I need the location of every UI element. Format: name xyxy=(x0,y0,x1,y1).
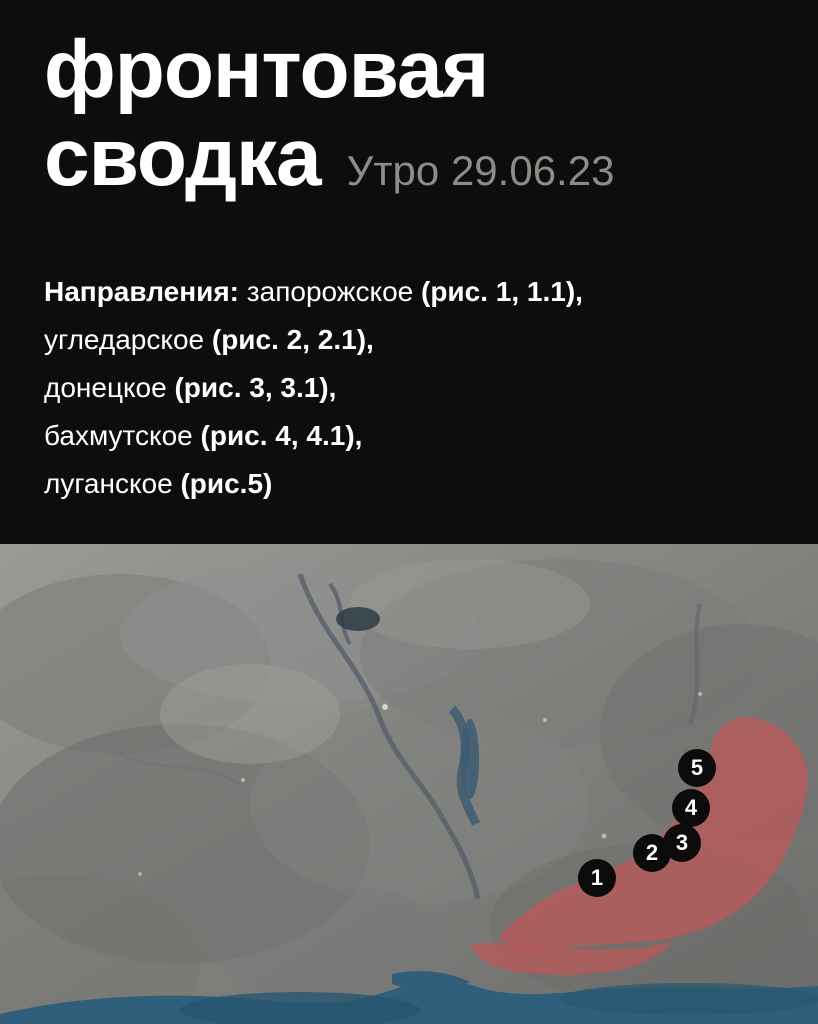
map-marker-1-label: 1 xyxy=(590,865,604,890)
title-line-1: фронтовая xyxy=(44,24,489,115)
direction-refs-4: (рис. 4, 4.1), xyxy=(200,420,363,451)
direction-line-1 xyxy=(44,268,774,316)
map-marker-3[interactable] xyxy=(663,824,701,862)
directions-list xyxy=(44,268,774,508)
direction-line-4 xyxy=(44,412,774,460)
directions-label: Направления: xyxy=(44,276,240,307)
direction-name-4: бахмутское xyxy=(44,420,193,451)
map-marker-3-label: 3 xyxy=(675,830,689,855)
map-marker-4[interactable] xyxy=(672,789,710,827)
map-marker-2-label: 2 xyxy=(645,840,659,865)
map-marker-5-label: 5 xyxy=(690,755,704,780)
subtitle-date: Утро 29.06.23 xyxy=(346,147,615,194)
direction-refs-1: (рис. 1, 1.1), xyxy=(421,276,583,307)
direction-refs-2: (рис. 2, 2.1), xyxy=(211,324,374,355)
direction-line-5 xyxy=(44,460,774,508)
direction-refs-3: (рис. 3, 3.1), xyxy=(174,372,337,403)
direction-name-3: донецкое xyxy=(44,372,167,403)
map-marker-1[interactable] xyxy=(578,859,616,897)
direction-line-2 xyxy=(44,316,774,364)
map-image xyxy=(0,544,818,1024)
title-row xyxy=(44,114,774,202)
map-marker-5[interactable] xyxy=(678,749,716,787)
direction-refs-5: (рис.5) xyxy=(180,468,273,499)
direction-name-5: луганское xyxy=(44,468,173,499)
direction-name-1: запорожское xyxy=(246,276,414,307)
title-line-2: сводка xyxy=(44,112,321,203)
direction-name-2: угледарское xyxy=(44,324,205,355)
direction-line-3 xyxy=(44,364,774,412)
map-marker-4-label: 4 xyxy=(684,795,698,820)
